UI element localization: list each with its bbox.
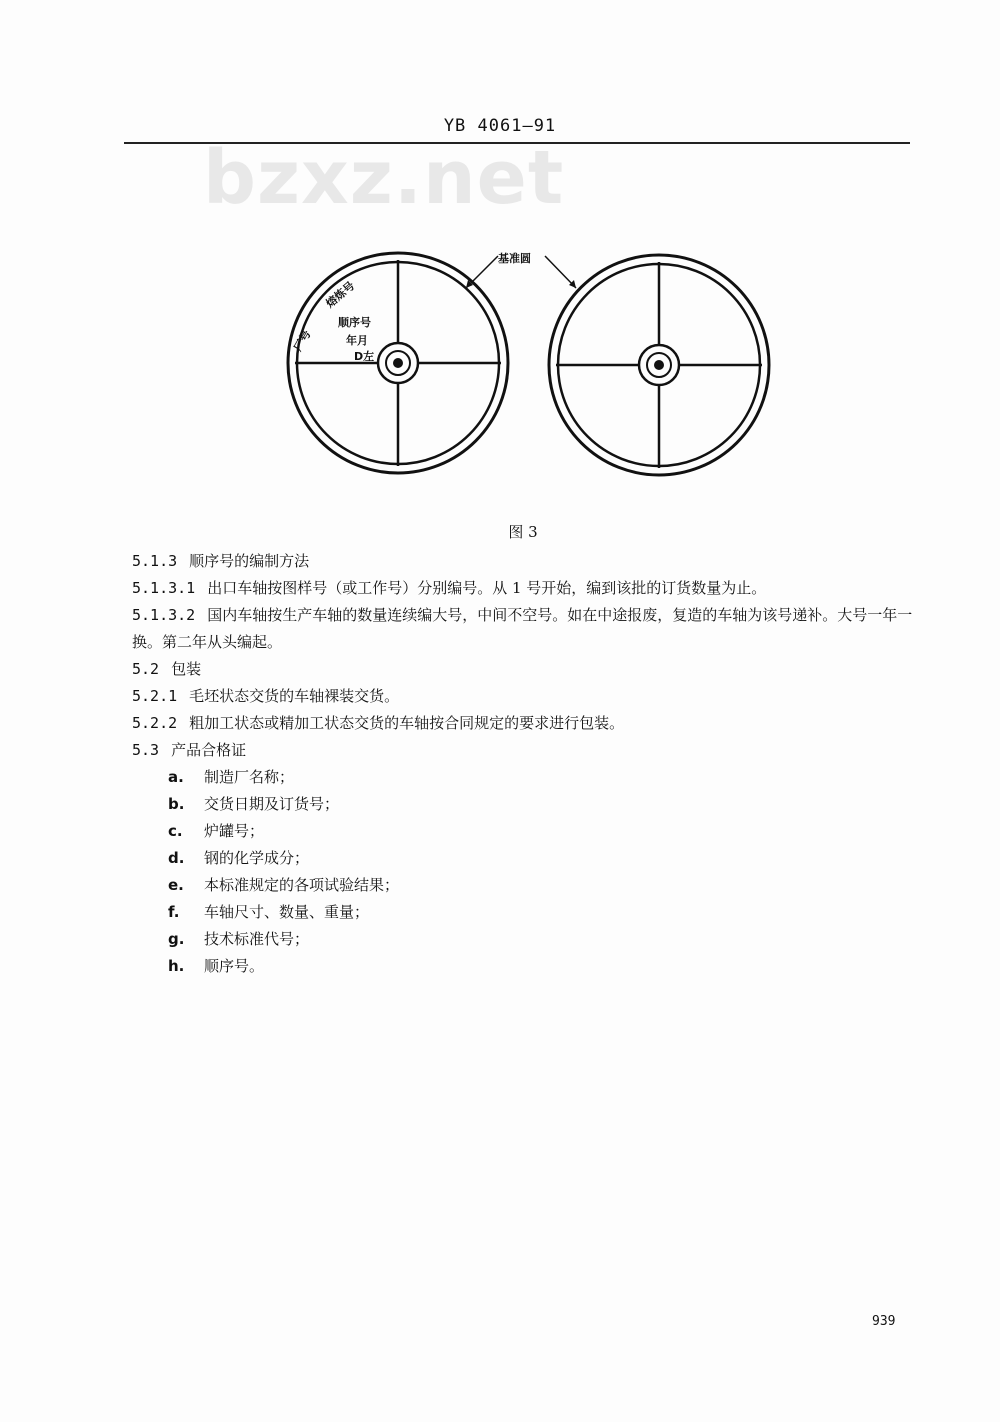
section-paragraph [132, 710, 922, 737]
callout-label: 基准圆 [498, 252, 531, 265]
list-item-text: 技术标准代号； [204, 930, 310, 948]
list-item-letter: b. [168, 795, 185, 813]
list-item-text: 车轴尺寸、数量、重量； [204, 903, 370, 921]
list-item [132, 926, 922, 953]
section-text: 出口车轴按图样号（或工作号）分别编号。从 1 号开始，编到该批的订货数量为止。 [207, 579, 767, 597]
section-number: 5.2.2 [132, 714, 178, 732]
section-text: 产品合格证 [171, 741, 247, 759]
list-item-letter: f. [168, 903, 180, 921]
list-item-letter: d. [168, 849, 185, 867]
list-item [132, 872, 922, 899]
list-item [132, 791, 922, 818]
list-item [132, 764, 922, 791]
list-item [132, 953, 922, 980]
label-year-month: 年月 [346, 334, 368, 347]
section-paragraph [132, 575, 922, 602]
body-text [132, 548, 922, 980]
watermark: bzxz.net [203, 135, 565, 221]
label-sequence-number: 顺序号 [338, 316, 371, 329]
section-number: 5.1.3.1 [132, 579, 196, 597]
list-item-text: 交货日期及订货号； [204, 795, 340, 813]
list-item-letter: e. [168, 876, 184, 894]
section-text: 包装 [171, 660, 202, 678]
left-center-hole-inner [393, 358, 403, 368]
page-header: YB 4061—91 [443, 116, 557, 136]
section-text: 粗加工状态或精加工状态交货的车轴按合同规定的要求进行包装。 [189, 714, 625, 732]
list-item-letter: g. [168, 930, 185, 948]
list-item [132, 845, 922, 872]
section-heading [132, 656, 922, 683]
section-number: 5.2.1 [132, 687, 178, 705]
label-factory-number: 厂号 [291, 327, 314, 354]
list-item-text: 本标准规定的各项试验结果； [204, 876, 400, 894]
list-item-text: 顺序号。 [204, 957, 265, 975]
reference-circle-callout [466, 251, 576, 288]
list-item-letter: h. [168, 957, 185, 975]
figure-3-axle-end-marking [270, 240, 790, 480]
list-item-letter: a. [168, 768, 184, 786]
list-item-text: 炉罐号； [204, 822, 265, 840]
list-item-text: 制造厂名称； [204, 768, 295, 786]
left-axle-end [288, 253, 508, 473]
label-heat-number: 熔炼号 [323, 279, 358, 311]
label-side: D左 [354, 350, 375, 363]
section-number: 5.1.3.2 [132, 606, 196, 624]
section-text: 毛坯状态交货的车轴裸装交货。 [189, 687, 400, 705]
section-text: 顺序号的编制方法 [189, 552, 310, 570]
section-text: 国内车轴按生产车轴的数量连续编大号，中间不空号。如在中途报废，复造的车轴为该号递补。大号一年一换。第二年从头编起。 [132, 606, 913, 651]
section-number: 5.1.3 [132, 552, 178, 570]
section-heading [132, 548, 922, 575]
section-heading [132, 737, 922, 764]
list-item-text: 钢的化学成分； [204, 849, 310, 867]
list-item [132, 899, 922, 926]
section-paragraph [132, 683, 922, 710]
list-item [132, 818, 922, 845]
header-rule [124, 142, 910, 144]
section-number: 5.2 [132, 660, 160, 678]
right-axle-end [549, 255, 769, 475]
right-center-hole-inner [654, 360, 664, 370]
list-item-letter: c. [168, 822, 183, 840]
figure-caption: 图 3 [508, 523, 538, 541]
section-paragraph [132, 602, 922, 656]
section-number: 5.3 [132, 741, 160, 759]
page-number: 939 [872, 1314, 896, 1329]
